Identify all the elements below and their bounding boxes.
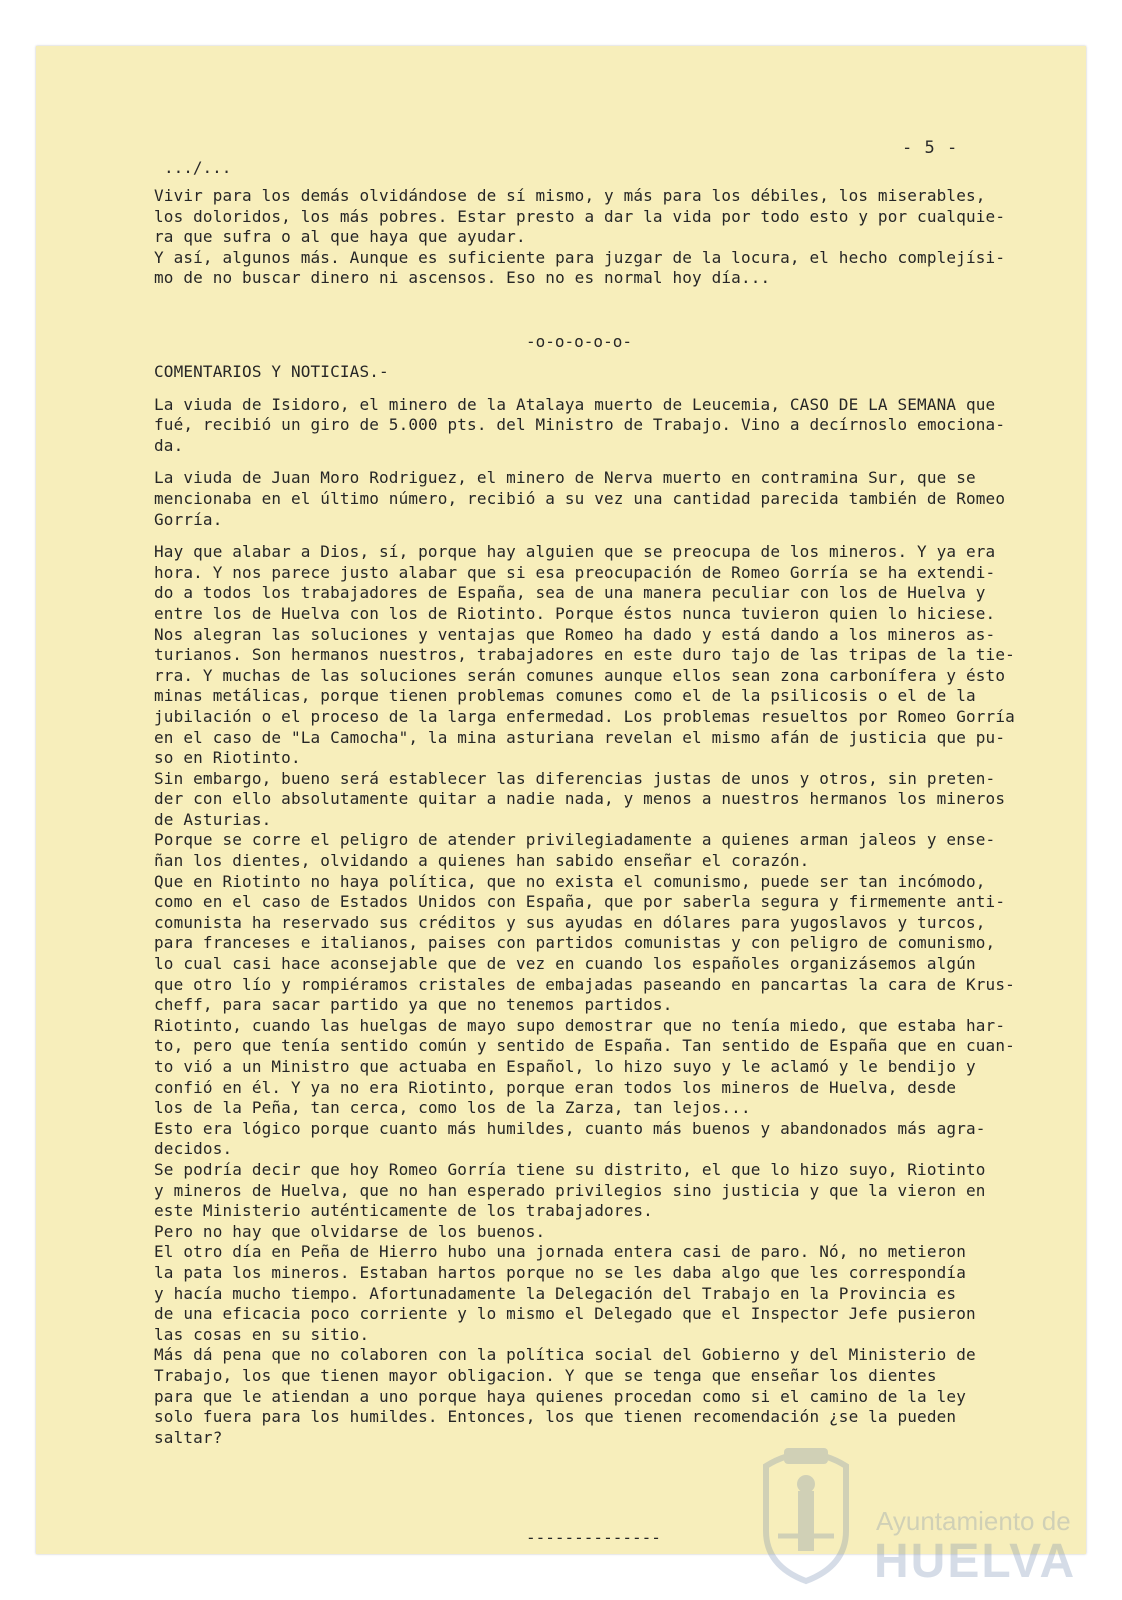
watermark-line1: Ayuntamiento de <box>876 1506 1071 1536</box>
text-line: La viuda de Juan Moro Rodriguez, el minero de Nerva muerto en contramina Sur, que se <box>154 468 976 488</box>
text-line: de una eficacia poco corriente y lo mismo el Delegado que el Inspector Jefe pusieron <box>154 1304 976 1324</box>
text-line: Porque se corre el peligro de atender privilegiadamente a quienes arman jaleos y ense- <box>154 830 996 850</box>
text-line: confió en él. Y ya no era Riotinto, porque eran todos los mineros de Huelva, desde <box>154 1077 957 1097</box>
shield-crest-icon <box>746 1436 866 1586</box>
end-rule: -------------- <box>526 1528 661 1547</box>
text-line: do a todos los trabajadores de España, sea de una manera peculiar con los de Huelva y <box>154 583 986 603</box>
text-line: Y así, algunos más. Aunque es suficiente para juzgar de la locura, el hecho complejísi- <box>154 247 1006 267</box>
document-page <box>36 46 1086 1588</box>
text-line: mo de no buscar dinero ni ascensos. Eso no es normal hoy día... <box>154 268 771 288</box>
text-line: Vivir para los demás olvidándose de sí mismo, y más para los débiles, los miserables, <box>154 186 986 205</box>
text-line: La viuda de Isidoro, el minero de la Atalaya muerto de Leucemia, CASO DE LA SEMANA que <box>154 394 996 414</box>
watermark-line2: HUELVA <box>874 1535 1077 1588</box>
text-line: que otro lío y rompiéramos cristales de embajadas paseando en pancartas la cara de Krus- <box>154 974 1015 994</box>
text-line: ra que sufra o al que haya que ayudar. <box>154 227 526 247</box>
text-line: en el caso de "La Camocha", la mina asturiana revelan el mismo afán de justicia que pu- <box>154 727 1006 747</box>
document-body <box>154 186 1054 289</box>
continuation-mark: .../... <box>164 158 232 177</box>
text-line: minas metálicas, porque tienen problemas comunes como el de la psilicosis o el de la <box>154 686 976 706</box>
text-line: Sin embargo, bueno será establecer las diferencias justas de unos y otros, sin preten- <box>154 768 996 788</box>
text-line: lo cual casi hace aconsejable que de vez en cuando los españoles organizásemos algún <box>154 954 976 974</box>
text-line: los doloridos, los más pobres. Estar presto a dar la vida por todo esto y por cualquie- <box>154 206 1006 226</box>
text-line: y hacía mucho tiempo. Afortunadamente la Delegación del Trabajo en la Provincia es <box>154 1283 957 1303</box>
text-line: El otro día en Peña de Hierro hubo una jornada entera casi de paro. Nó, no metieron <box>154 1242 966 1262</box>
page-number: - 5 - <box>902 138 959 158</box>
text-line: turianos. Son hermanos nuestros, trabajadores en este duro tajo de las tripas de la tie- <box>154 645 1015 665</box>
text-line: Trabajo, los que tienen mayor obligacion. Y que se tenga que enseñar los dientes <box>154 1365 937 1385</box>
text-line: y mineros de Huelva, que no han esperado privilegios sino justicia y que la vieron en <box>154 1180 986 1200</box>
text-line: hora. Y nos parece justo alabar que si esa preocupación de Romeo Gorría se ha extendi- <box>154 562 996 582</box>
text-line: Riotinto, cuando las huelgas de mayo supo demostrar que no tenía miedo, que estaba har- <box>154 1015 1006 1035</box>
text-line: de Asturias. <box>154 809 272 829</box>
text-line: Pero no hay que olvidarse de los buenos. <box>154 1221 546 1241</box>
text-line: Hay que alabar a Dios, sí, porque hay alguien que se preocupa de los mineros. Y ya era <box>154 542 996 562</box>
text-line: mencionaba en el último número, recibió a su vez una cantidad parecida también de Romeo <box>154 488 1006 508</box>
text-line: der con ello absolutamente quitar a nadie nada, y menos a nuestros hermanos los mineros <box>154 789 1006 809</box>
text-line: las cosas en su sitio. <box>154 1324 370 1344</box>
text-line: Que en Riotinto no haya política, que no exista el comunismo, puede ser tan incómodo, <box>154 871 986 891</box>
text-line: comunista ha reservado sus créditos y sus ayudas en dólares para yugoslavos y turcos, <box>154 912 986 932</box>
text-line: este Ministerio auténticamente de los trabajadores. <box>154 1201 653 1221</box>
text-line: da. <box>154 435 184 455</box>
text-line: Gorría. <box>154 509 223 529</box>
text-line: Más dá pena que no colaboren con la política social del Gobierno y del Ministerio de <box>154 1345 976 1365</box>
archive-watermark <box>736 1426 1096 1596</box>
text-line: para franceses e italianos, paises con partidos comunistas y con peligro de comunismo, <box>154 933 996 953</box>
text-line: Se podría decir que hoy Romeo Gorría tiene su distrito, el que lo hizo suyo, Riotinto <box>154 1159 986 1179</box>
text-line: saltar? <box>154 1427 223 1447</box>
text-line: para que le atiendan a uno porque haya quienes procedan como si el camino de la ley <box>154 1386 966 1406</box>
text-line: to vió a un Ministro que actuaba en Español, lo hizo suyo y le aclamó y le bendijo y <box>154 1057 976 1076</box>
text-line: so en Riotinto. <box>154 748 301 768</box>
news-item-2 <box>154 468 1054 530</box>
news-section <box>154 362 1054 1448</box>
paragraph-intro <box>154 186 1054 289</box>
text-line: como en el caso de Estados Unidos con España, que por saberla segura y firmemente anti- <box>154 892 1006 912</box>
text-line: entre los de Huelva con los de Riotinto. Porque éstos nunca tuvieron quien lo hiciese. <box>154 603 996 623</box>
news-item-1 <box>154 395 1054 457</box>
text-line: rra. Y muchas de las soluciones serán comunes aunque ellos sean zona carbonífera y ésto <box>154 665 1006 685</box>
text-line: jubilación o el proceso de la larga enfermedad. Los problemas resueltos por Romeo Gorría <box>154 706 1015 726</box>
text-line: Esto era lógico porque cuanto más humildes, cuanto más buenos y abandonados más agra- <box>154 1118 986 1138</box>
text-line: ñan los dientes, olvidando a quienes han sabido enseñar el corazón. <box>154 851 810 871</box>
news-item-3 <box>154 542 1054 1448</box>
text-line: to, pero que tenía sentido común y sentido de España. Tan sentido de España que en cuan- <box>154 1036 1015 1056</box>
text-line: los de la Peña, tan cerca, como los de la Zarza, tan lejos... <box>154 1098 751 1118</box>
separator: -o-o-o-o-o- <box>526 332 632 351</box>
text-line: Nos alegran las soluciones y ventajas que Romeo ha dado y está dando a los mineros as- <box>154 624 996 644</box>
text-line: decidos. <box>154 1139 233 1159</box>
section-heading: COMENTARIOS Y NOTICIAS.- <box>154 362 389 381</box>
text-line: fué, recibió un giro de 5.000 pts. del Ministro de Trabajo. Vino a decírnoslo emociona- <box>154 415 1006 435</box>
text-line: la pata los mineros. Estaban hartos porque no se les daba algo que les correspondía <box>154 1262 966 1282</box>
text-line: solo fuera para los humildes. Entonces, los que tienen recomendación ¿se la pueden <box>154 1407 957 1427</box>
text-line: cheff, para sacar partido ya que no tenemos partidos. <box>154 995 673 1015</box>
